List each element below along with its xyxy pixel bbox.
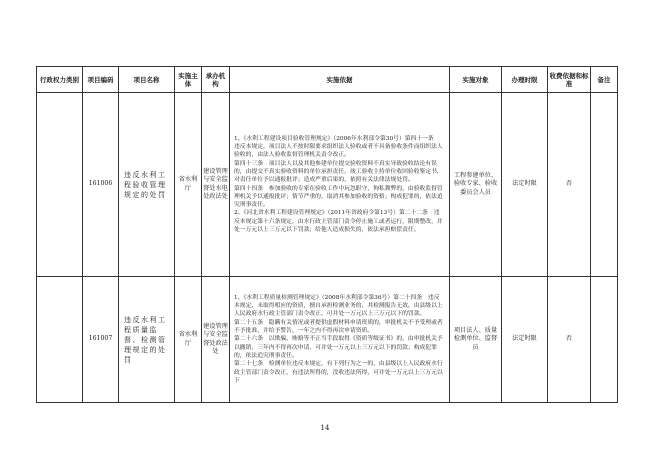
table-row	[37, 277, 618, 403]
cell-subject: 省水利厅	[175, 93, 202, 277]
basis-paragraph: 第四十三条 项目法人以及其他参建单位提交验收资料不真实导致验收结论有误的，由提交不真实验收资料的单位承担责任，竣工验收主持单位收回验收鉴定书，对责任单位予以通报批评；造成严重后果的，依照有关法律法规处罚。	[234, 160, 443, 184]
basis-paragraph: 第二十五条 隐瞒有关情况或者提供虚假材料申请资质的，审批机关不予受理或者不予批准，并给予警告，一年之内不得再次申请资质。	[234, 319, 443, 335]
document-table-container	[36, 66, 617, 403]
cell-fee: 否	[548, 277, 591, 403]
header-category: 行政权力类别	[37, 67, 83, 93]
header-fee: 收费依据和标准	[548, 67, 591, 93]
header-time-limit: 办理时限	[502, 67, 548, 93]
cell-name: 违反水利工程验收管理规定的处罚	[119, 93, 175, 277]
basis-paragraph: 2、《河北省水利工程建设管理规定》（2011年省政府令第13号）第二十二条 违反本规定第十六条规定，由水行政主管部门责令停止施工或者运行，限期整改，并处一万元以上三万元以下罚款；给他人造成损失的，依法承担赔偿责任。	[234, 210, 443, 233]
cell-code: 161006	[83, 93, 119, 277]
cell-target: 工程参建单位、验收专家、验收委员会人员	[450, 93, 502, 277]
cell-remark	[591, 93, 618, 277]
cell-basis	[230, 277, 450, 403]
header-code: 项目编码	[83, 67, 119, 93]
cell-time-limit: 法定时限	[502, 93, 548, 277]
header-basis: 实施依据	[230, 67, 450, 93]
cell-subject: 省水利厅	[175, 277, 202, 403]
header-remark: 备注	[591, 67, 618, 93]
page-number: 14	[320, 424, 330, 432]
cell-category	[37, 93, 83, 277]
table-header-row	[37, 67, 618, 93]
cell-target: 项目法人、质量检测单位、监督员	[450, 277, 502, 403]
cell-basis	[230, 93, 450, 277]
basis-paragraph: 1、《水利工程质量检测管理规定》（2008年水利部令第36号）第二十四条 违反本规定，未取得相应的资质，擅自承担检测业务的，其检测报告无效，由县级以上人民政府水行政主管部门责令改正，可并处一万元以上三万元以下的罚款。	[234, 294, 443, 318]
basis-paragraph: 第二十六条 以欺骗、贿赂等不正当手段取得《资质等级证书》的，由审批机关予以撤销，三年内不得再次申请，可并处一万元以上三万元以下的罚款；构成犯罪的，依法追究刑事责任。	[234, 336, 443, 359]
header-agency: 承办机构	[202, 67, 230, 93]
administrative-power-table	[36, 66, 618, 403]
basis-paragraph: 1、《水利工程建设项目验收管理规定》（2006年水利部令第30号）第四十一条 违反本规定，项目法人不按时限要求组织法人验收或者不具备验收条件而组织法人验收的，由法人验收监督管理机关责令改正。	[234, 135, 443, 159]
cell-category	[37, 277, 83, 403]
header-subject: 实施主体	[175, 67, 202, 93]
table-row	[37, 93, 618, 277]
header-target: 实施对象	[450, 67, 502, 93]
cell-remark	[591, 277, 618, 403]
cell-name: 违反水利工程质量监督、检测管理规定的处罚	[119, 277, 175, 403]
header-name: 项目名称	[119, 67, 175, 93]
cell-agency: 建设管理与安全监督处水电处政法处	[202, 93, 230, 277]
cell-time-limit: 法定时限	[502, 277, 548, 403]
basis-paragraph: 第四十四条 参加验收的专家在验收工作中玩忽职守、徇私舞弊的，由验收监督管理机关予以通报批评；情节严重的，取消其参加验收的资格；构成犯罪的，依法追究刑事责任。	[234, 185, 443, 209]
basis-paragraph: 第二十七条 检测单位违反本规定，有下列行为之一的，由县级以上人民政府水行政主管部门责令改正，有违法所得的，没收违法所得，可并处一万元以上三万元以下	[234, 361, 443, 384]
cell-fee: 否	[548, 93, 591, 277]
cell-agency: 建设管理与安全监督处政法处	[202, 277, 230, 403]
cell-code: 161007	[83, 277, 119, 403]
